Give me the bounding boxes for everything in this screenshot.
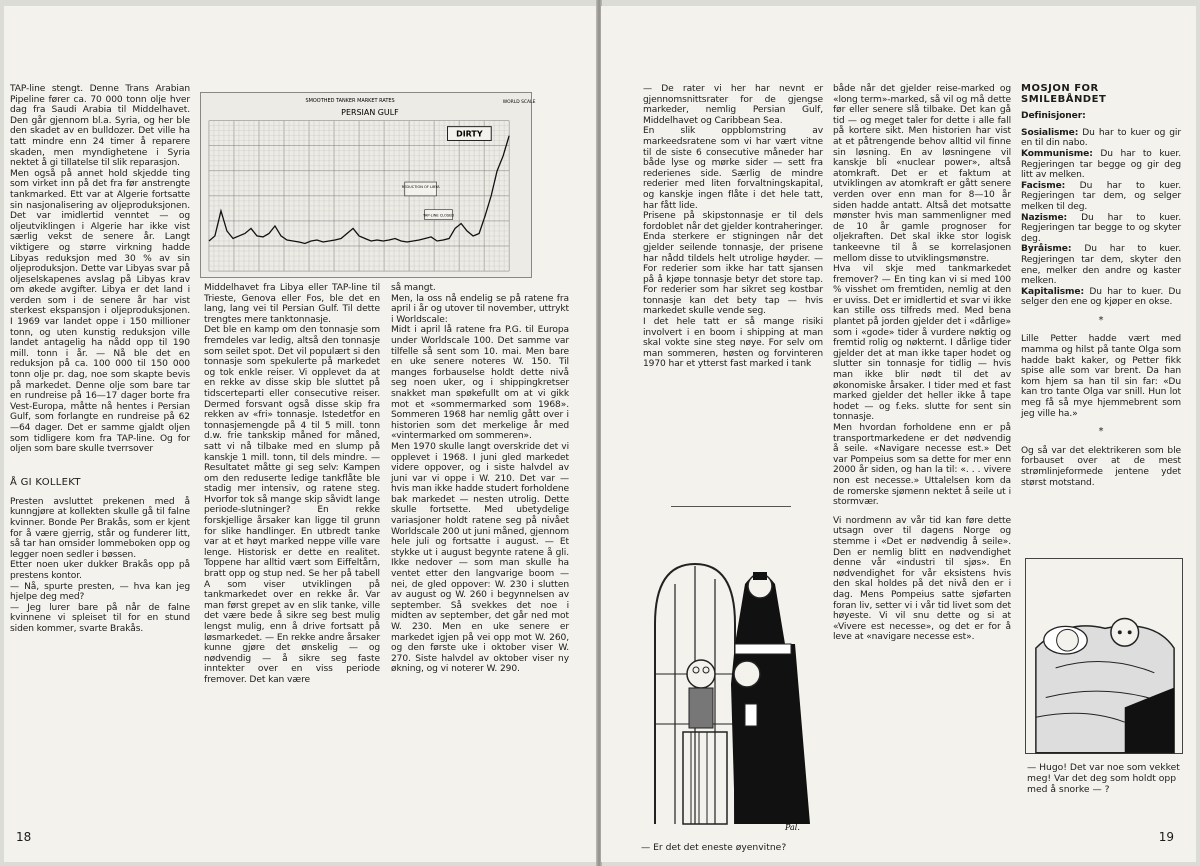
chart-annotation: REDUCTION OF LIBYA — [401, 184, 440, 189]
right-col-1 — [643, 84, 823, 490]
paragraph: TAP-line stengt. Denne Trans Arabian Pipeline fører ca. 70 000 tonn olje hver dag fra Saudi Arabia til Middelhavet. Den går gjennom bl.a. Syria, og her ble den skadet av en bulldozer. Det ville ha tatt mindre enn 24 timer å reparere skaden, men myndighetene i Syria nektet å gi tillatelse til slik reparasjon. — [10, 84, 190, 169]
left-col-1 — [10, 84, 190, 828]
cartoon-witness-illustration — [635, 524, 825, 840]
paragraph: Etter noen uker dukker Brakås opp på prestens kontor. — [10, 560, 190, 581]
paragraph: Og så var det elektrikeren som ble forbauset over at de mest strømlinjeformede jentene ydet størst motstand. — [1021, 445, 1181, 488]
right-col-3 — [1021, 84, 1181, 544]
cartoon-snoring — [1025, 558, 1183, 754]
chart-header: SMOOTHED TANKER MARKET RATES — [305, 97, 395, 104]
page-number: 19 — [1158, 830, 1174, 844]
page-number: 18 — [16, 830, 32, 844]
paragraph: Lille Petter hadde vært med mamma og hilst på tante Olga som hadde bakt kaker, og Petter fikk spise alle som var brent. Da han kom hjem sa han til sin far: «Du kan tro tante Olga var snill. Hun lot meg få så mye hjemmebrent som jeg ville ha.» — [1021, 334, 1181, 419]
paragraph: Presten avsluttet prekenen med å kunngjøre at kollekten skulle gå til falne kvinner. Bonde Per Brakås, som er kjent for å være gjerrig, står og funderer litt, så tar han omsider lommeboken opp og legger noen sedler i bøssen. — [10, 496, 190, 560]
paragraph: Det ble en kamp om den tonnasje som fremdeles var ledig, altså den tonnasje som seilet spot. Det vil populært si den tonnasje som spekulerte på markedet og tok enkle reiser. Vi opplevet da at en rekke av disse skip ble sluttet på tidscerteparti eller consecutive reiser. Dermed forsvant også disse skip fra rekken av «fri» tonnasje. Istedetfor en tonnasjemengde på 4 til 5 mill. tonn d.w. frie tankskip måned for måned, satt vi nå tilbake med en slump på kanskje 1 mill. tonn, til dels mindre. — Resultatet måtte gi seg selv: Kampen om den reduserte ledige tankflåte ble stadig mer intensiv, og ratene steg. Hvorfor tok så mange skip såvidt lange periode-slutninger? En rekke forskjellige årsaker kan ligge til grunn for slike handlinger. En utbredt tanke var at et høyt marked neppe ville vare lenge. Historisk er dette en realitet. Toppene har alltid vært som Eiffeltårn, bratt opp og stup ned. Se her på tabell A som viser utviklingen på tankmarkedet over en rekke år. Var man først grepet av en slik tanke, ville det være bede å sikre seg best mulig lengst mulig, enn å drive fortsatt på løsmarkedet. — En rekke andre årsaker kunne gjøre det ønskelig — og nødvendig — å sikre seg faste inntekter over en viss periode fremover. Det kan være — [204, 325, 380, 685]
cartoon-snoring-illustration — [1026, 559, 1182, 753]
paragraph: Midt i april lå ratene fra P.G. til Europa under Worldscale 100. Det samme var tilfelle så sent som 10. mai. Men bare en uke senere noteres W. 150. Til manges forbauselse holdt dette nivå seg noen uker, og i shippingkretser snakket man spøkefullt om at vi gikk mot et «sommermarked som 1968». Sommeren 1968 har nemlig gått over i historien som det merkelige år med «vintermarked om sommeren». — [391, 325, 569, 442]
paragraph: Middelhavet fra Libya eller TAP-line til Trieste, Genova eller Fos, ble det en lang, lang vei til Persian Gulf. Til dette trengtes mere tanktonnasje. — [204, 283, 380, 325]
paragraph: I det hele tatt er så mange risiki involvert i en boom i shipping at man skal vokte sine steg nøye. For selv om man sommeren, høsten og forvinteren 1970 har et ytterst fast marked i tank — [643, 317, 823, 370]
definition: Kapitalisme: Du har to kuer. Du selger den ene og kjøper en okse. — [1021, 286, 1181, 308]
paragraph: Men også på annet hold skjedde ting som virket inn på det fra før anstrengte tankmarked. Ett var at Algerie fortsatte sin nasjonalisering av oljeproduksjonen. Det var imidlertid venntet — og oljeutviklingen i Algerie har ikke vist særlig vekst de senere år. Langt viktigere og større virkning hadde Libyas reduksjon med 30 % av sin oljeproduksjon. Dette var Libyas svar på oljeselskapenes avslag på Libyas krav om økede avgifter. Libya er det land i verden som i de senere år har vist sterkest ekspansjon i oljeproduksjonen. I 1969 var landet oppe i 150 millioner tonn, og uten kunstig reduksjon ville landet antagelig ha nådd opp til 190 mill. tonn i år. — Nå ble det en reduksjon på ca. 100 000 til 150 000 tonn olje pr. dag, noe som skapte bevis på markedet. Denne olje som bare tar en rundreise på 16—17 dager borte fra Vest-Europa, måtte nå hentes i Persian Gulf, som forlangte en rundreise på 62—64 dager. Det er samme gjaldt oljen som tidligere kom fra TAP-line. Og for oljen som bare skulle tverrsover — [10, 168, 190, 455]
left-col-2 — [204, 283, 380, 831]
definition: Byråisme: Du har to kuer. Regjeringen tar dem, skyter den ene, melker den andre og kaster melken. — [1021, 244, 1181, 287]
paragraph: — Nå, spurte presten, — hva kan jeg hjelpe deg med? — [10, 581, 190, 603]
paragraph: En slik oppblomstring av markeedsratene som vi har vært vitne til de siste 6 consecutive måneder har både lyse og mørke sider — sett fra rederienes side. Særlig de mindre rederier med liten forvaltningskapital, og kanskje ingen flåte i det hele tatt, har fått lide. — [643, 126, 823, 211]
right-col-2 — [833, 84, 1011, 828]
section-heading: Å GI KOLLEKT — [10, 476, 81, 488]
separator-star: * — [1098, 426, 1104, 438]
paragraph: Men 1970 skulle langt overskride det vi opplevet i 1968. I juni gled markedet videre oppover, og i siste halvdel av juni var vi oppe i W. 210. Det var — hvis man ikke hadde studert forholdene bak markedet — nesten utrolig. Dette skulle fortsette. Med ubetydelige variasjoner holdt ratene seg på nivået Worldscale 200 ut juni måned, gjennom hele juli og fortsatte i august. — Et stykke ut i august begynte ratene å gli. Ikke nedover — som man skulle ha ventet etter den langvarige boom — nei, de gled oppover: W. 230 i slutten av august og W. 260 i begynnelsen av september. Så svekkes det noe i midten av september, det går ned mot W. 230. Men en uke senere er markedet igjen på vei opp mot W. 260, og den første uke i oktober viser W. 270. Siste halvdel av oktober viser ny økning, og vi noterer W. 290. — [391, 441, 569, 675]
definition: Kommunisme: Du har to kuer. Regjeringen tar begge og gir deg litt av melken. — [1021, 148, 1181, 181]
paragraph: både når det gjelder reise-marked og «long term»-marked, så vil og må dette før eller senere slå tilbake. Det kan gå tid — og meget taler for dette i alle fall på kortere sikt. Men historien har vist at et påtrengende behov alltid vil finne sin løsning. En av løsningene vil kanskje bli «nuclear power», altså atomkraft. Det er et faktum at utviklingen av atomkraft er gått senere verden over enn man for 8—10 år siden hadde antatt. Altså det motsatte mønster hvis man sammenligner med de 10 år gamle prognoser for oljekraften. Det skal ikke stor logisk tankeevne til å se korrelasjonen mellom disse to utviklingsmønstre. — [833, 84, 1011, 264]
cartoon-caption: — Er det det eneste øyenvitne? — [641, 842, 787, 853]
separator-star: * — [1098, 314, 1104, 326]
chart-ylabel: WORLD SCALE — [502, 99, 536, 105]
paragraph: så mangt. — [391, 283, 436, 293]
left-page — [4, 6, 597, 862]
paragraph: Hva vil skje med tankmarkedet fremover? — En ting kan vi si med 100 % visshet om fremtiden, nemlig at den er uviss. Det er imidlertid et svar vi ikke kan stille oss tilfreds med. Med bena plantet på jorden gjelder det i «dårlige» som i «gode» tider å vurdere nøktig og fremtid rolig og nøkternt. I dårlige tider gjelder det at man ikke taper hodet og slutter sin tonnasje for tidlig — hvis man ikke blir nødt til det av økonomiske årsaker. I tider med et fast marked gjelder det heller ikke å tape hodet — og f.eks. slutte for sent sin tonnasje. — [833, 264, 1011, 423]
paragraph: — De rater vi her har nevnt er gjennomsnittsrater for de gjengse markeder, nemlig Persian Gulf, Middelhavet og Caribbean Sea. — [643, 84, 823, 126]
definition: Facisme: Du har to kuer. Regjeringen tar dem, og selger melken til deg. — [1021, 180, 1181, 212]
chart-label-dirty: DIRTY — [456, 129, 483, 139]
paragraph: Vi nordmenn av vår tid kan føre dette utsagn over til dagens Norge og stemme i «Det er nødvendig å seile». Den er nemlig blitt en nødvendighet denne vår «industri til sjøs». En nødvendighet for vår eksistens hvis den skal holdes på det nivå den er i dag. Mens Pompeius satte sjøfarten foran liv, setter vi i vår tid livet som det høyeste. Vi vil snu dette og si at «Vivere est necesse», og det er for å leve at «navigare necesse est». — [833, 515, 1011, 643]
chart-svg — [201, 93, 536, 277]
chart-title: PERSIAN GULF — [341, 107, 399, 117]
paragraph: Men hvordan forholdene enn er på transportmarkedene er det nødvendig å seile. «Navigare necesse est.» Det var Pompeius som sa dette for mer enn 2000 år siden, og han la til: «. . . vivere non est necesse.» Uttalelsen kom da de romerske sjømenn nektet å seile ut i stormvær. — [833, 423, 1011, 508]
chart-annotation: TAP-LINE CLOSED — [422, 213, 455, 218]
definition: Sosialisme: Du har to kuer og gir en til din nabo. — [1021, 127, 1181, 149]
subheading: Definisjoner: — [1021, 111, 1086, 122]
paragraph: Men, la oss nå endelig se på ratene fra april i år og utover til november, uttrykt i Worldscale: — [391, 293, 569, 325]
persian-gulf-chart — [200, 92, 536, 278]
definition: Nazisme: Du har to kuer. Regjeringen tar begge to og skyter deg. — [1021, 212, 1181, 244]
paragraph: Prisene på skipstonnasje er til dels fordoblet når det gjelder kontraheringer. Enda sterkere er stigningen når det gjelder seilende tonnasje, der prisene har nådd tildels helt utrolige høyder. — For rederier som ikke har tatt sjansen på å kjøpe tonnasje betyr det store tap. For rederier som har sikret seg kostbar tonnasje kan det bety tap — hvis markedet skulle vende seg. — [643, 211, 823, 317]
left-col-3 — [391, 283, 569, 831]
divider — [671, 506, 791, 507]
right-page — [601, 6, 1196, 862]
section-heading: MOSJON FOR SMILEBÅNDET — [1021, 83, 1107, 105]
svg-text:Pal.: Pal. — [785, 823, 800, 832]
cartoon-caption: — Hugo! Det var noe som vekket meg! Var det deg som holdt opp med å snorke — ? — [1027, 762, 1180, 795]
cartoon-witness — [635, 524, 825, 840]
paragraph: — Jeg lurer bare på når de falne kvinnene vi spleiset til for en stund siden kommer, svarte Brakås. — [10, 602, 190, 634]
